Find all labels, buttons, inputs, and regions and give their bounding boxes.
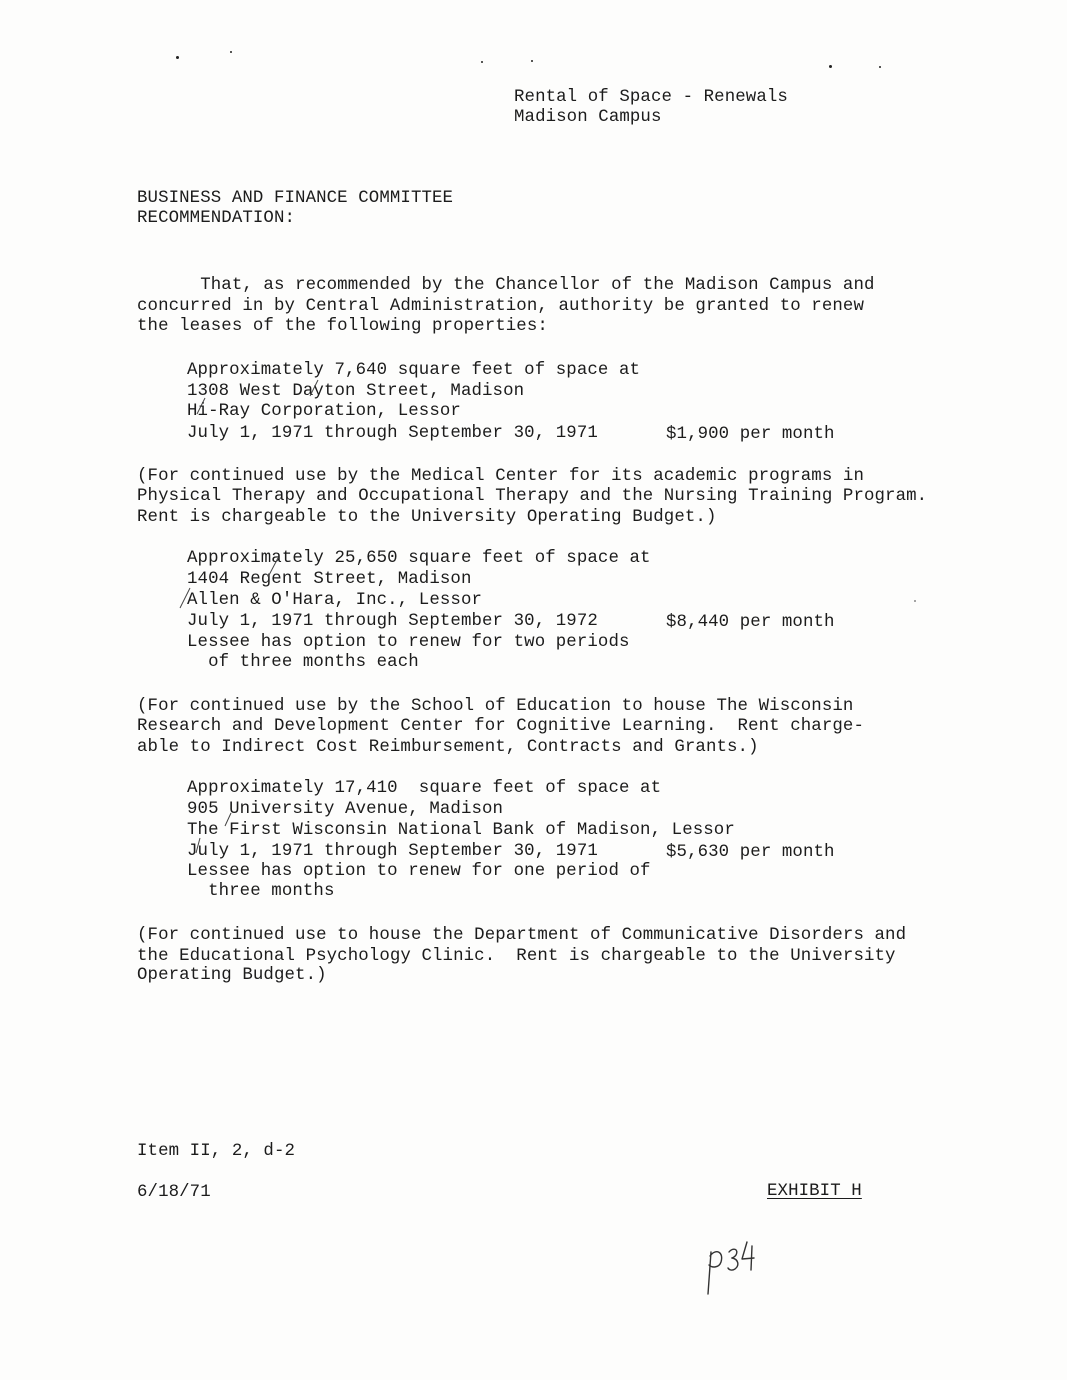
document-subtitle: Madison Campus (514, 108, 662, 127)
handwritten-page-number (702, 1238, 762, 1300)
scan-speck (914, 600, 916, 602)
scan-speck (176, 56, 179, 59)
property-line: 905 University Avenue, Madison (187, 800, 504, 819)
property-line: Lessee has option to renew for two periods (187, 633, 630, 652)
property-line: Lessee has option to renew for one period of (187, 862, 651, 881)
property-note-line: (For continued use to house the Department of Communicative Disorders and (137, 926, 907, 945)
property-line: Approximately 7,640 square feet of space at (187, 361, 641, 380)
property-rent: $1,900 per month (666, 425, 835, 444)
exhibit-label: EXHIBIT H (767, 1182, 862, 1201)
property-line: Approximately 17,410 square feet of space at (187, 779, 662, 798)
scan-speck (829, 65, 832, 68)
committee-heading-label: RECOMMENDATION: (137, 209, 296, 228)
scan-speck (879, 66, 881, 68)
document-title: Rental of Space - Renewals (514, 88, 788, 107)
property-note-line: Physical Therapy and Occupational Therapy and the Nursing Training Program. (137, 487, 928, 506)
property-line: Allen & O'Hara, Inc., Lessor (187, 591, 483, 610)
property-note-line: able to Indirect Cost Reimbursement, Contracts and Grants.) (137, 738, 759, 757)
committee-heading: BUSINESS AND FINANCE COMMITTEE (137, 189, 454, 208)
property-note-line: Research and Development Center for Cognitive Learning. Rent charge- (137, 717, 864, 736)
property-note-line: (For continued use by the School of Education to house The Wisconsin (137, 697, 854, 716)
property-note-line: Operating Budget.) (137, 966, 327, 985)
intro-line: concurred in by Central Administration, authority be granted to renew (137, 297, 864, 316)
property-rent: $8,440 per month (666, 613, 835, 632)
property-rent: $5,630 per month (666, 843, 835, 862)
intro-line: That, as recommended by the Chancellor of the Madison Campus and (137, 276, 875, 295)
property-line: three months (187, 882, 335, 901)
scan-speck (230, 51, 232, 53)
property-note-line: the Educational Psychology Clinic. Rent is chargeable to the University (137, 947, 896, 966)
property-line: July 1, 1971 through September 30, 1971 (187, 842, 598, 861)
property-line: The First Wisconsin National Bank of Madison, Lessor (187, 821, 735, 840)
property-note-line: Rent is chargeable to the University Operating Budget.) (137, 508, 717, 527)
property-note-line: (For continued use by the Medical Center for its academic programs in (137, 467, 864, 486)
property-line: July 1, 1971 through September 30, 1972 (187, 612, 598, 631)
property-line: Hi-Ray Corporation, Lessor (187, 402, 461, 421)
property-line: July 1, 1971 through September 30, 1971 (187, 424, 598, 443)
property-line: Approximately 25,650 square feet of space at (187, 549, 651, 568)
property-line: of three months each (187, 653, 419, 672)
scan-speck (531, 60, 533, 62)
item-reference: Item II, 2, d-2 (137, 1142, 296, 1161)
scan-speck (481, 61, 483, 63)
intro-line: the leases of the following properties: (137, 317, 548, 336)
document-date: 6/18/71 (137, 1183, 211, 1202)
property-line: 1308 West Dayton Street, Madison (187, 382, 525, 401)
property-line: 1404 Regent Street, Madison (187, 570, 472, 589)
